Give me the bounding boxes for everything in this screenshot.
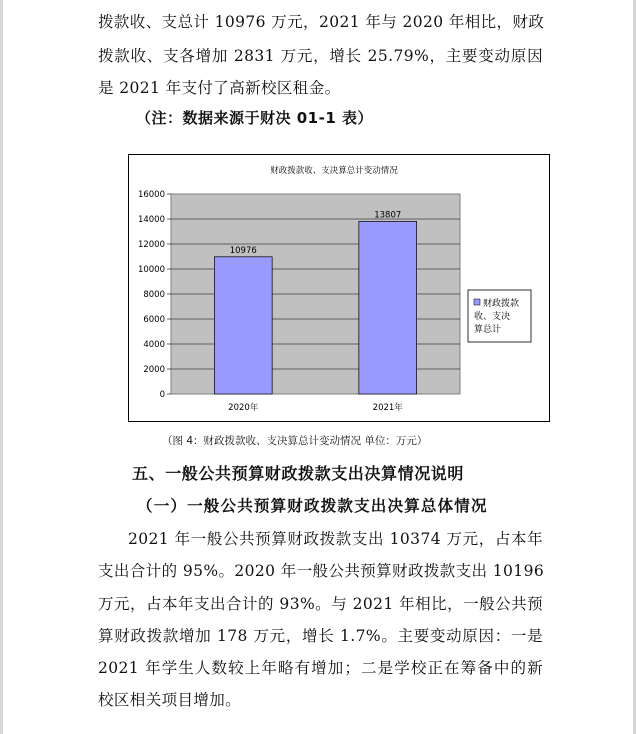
sub-heading: （一）一般公共预算财政拨款支出决算总体情况 <box>137 496 488 515</box>
bar-value-label: 10976 <box>229 245 257 256</box>
page-edge-left <box>0 0 3 734</box>
chart-title: 财政拨款收、支决算总计变动情况 <box>270 166 398 176</box>
data-source-note: （注：数据来源于财决 01-1 表） <box>136 109 373 127</box>
y-tick-label: 14000 <box>137 215 165 225</box>
section-heading: 五、一般公共预算财政拨款支出决算情况说明 <box>132 464 465 483</box>
legend-swatch <box>474 299 480 305</box>
bar-chart <box>129 155 549 421</box>
x-tick-label: 2021年 <box>372 403 403 413</box>
figure-caption: （图 4：财政拨款收、支决算总计变动情况 单位：万元） <box>162 435 428 447</box>
paragraph-top-line-1: 拨款收、支总计 10976 万元，2021 年与 2020 年相比，财政 <box>98 13 545 31</box>
paragraph-top-line-2: 拨款收、支各增加 2831 万元，增长 25.79%，主要变动原因 <box>98 47 543 65</box>
y-axis-ticks <box>138 190 171 400</box>
paragraph-bottom-line-2: 支出合计的 95%。2020 年一般公共预算财政拨款支出 10196 <box>98 562 545 580</box>
legend <box>468 290 531 342</box>
legend-line-1: 财政拨款 <box>483 299 520 309</box>
y-tick-label: 6000 <box>143 315 165 325</box>
paragraph-bottom-line-5: 2021 年学生人数较上年略有增加；二是学校正在筹备中的新 <box>98 659 543 677</box>
x-tick-label: 2020年 <box>228 403 259 413</box>
x-axis-ticks <box>228 402 403 413</box>
bar <box>214 257 272 394</box>
y-tick-label: 0 <box>159 390 165 400</box>
y-tick-label: 8000 <box>143 290 165 300</box>
paragraph-top-line-3: 是 2021 年支付了高新校区租金。 <box>98 79 341 97</box>
paragraph-bottom-line-6: 校区相关项目增加。 <box>98 691 242 709</box>
y-tick-label: 10000 <box>137 265 165 275</box>
bar-value-label: 13807 <box>374 210 402 221</box>
legend-line-2: 收、支决 <box>474 312 511 322</box>
paragraph-bottom-line-1: 2021 年一般公共预算财政拨款支出 10374 万元，占本年 <box>128 530 543 548</box>
paragraph-bottom-line-4: 算财政拨款增加 178 万元，增长 1.7%。主要变动原因：一是 <box>98 627 543 645</box>
y-tick-label: 16000 <box>137 190 165 200</box>
y-tick-label: 4000 <box>143 340 165 350</box>
bar <box>359 221 417 394</box>
legend-line-3: 算总计 <box>474 325 502 335</box>
y-tick-label: 12000 <box>137 240 165 250</box>
y-tick-label: 2000 <box>143 365 165 375</box>
chart-frame <box>128 154 550 422</box>
paragraph-bottom-line-3: 万元，占本年支出合计的 93%。与 2021 年相比，一般公共预 <box>98 595 543 613</box>
